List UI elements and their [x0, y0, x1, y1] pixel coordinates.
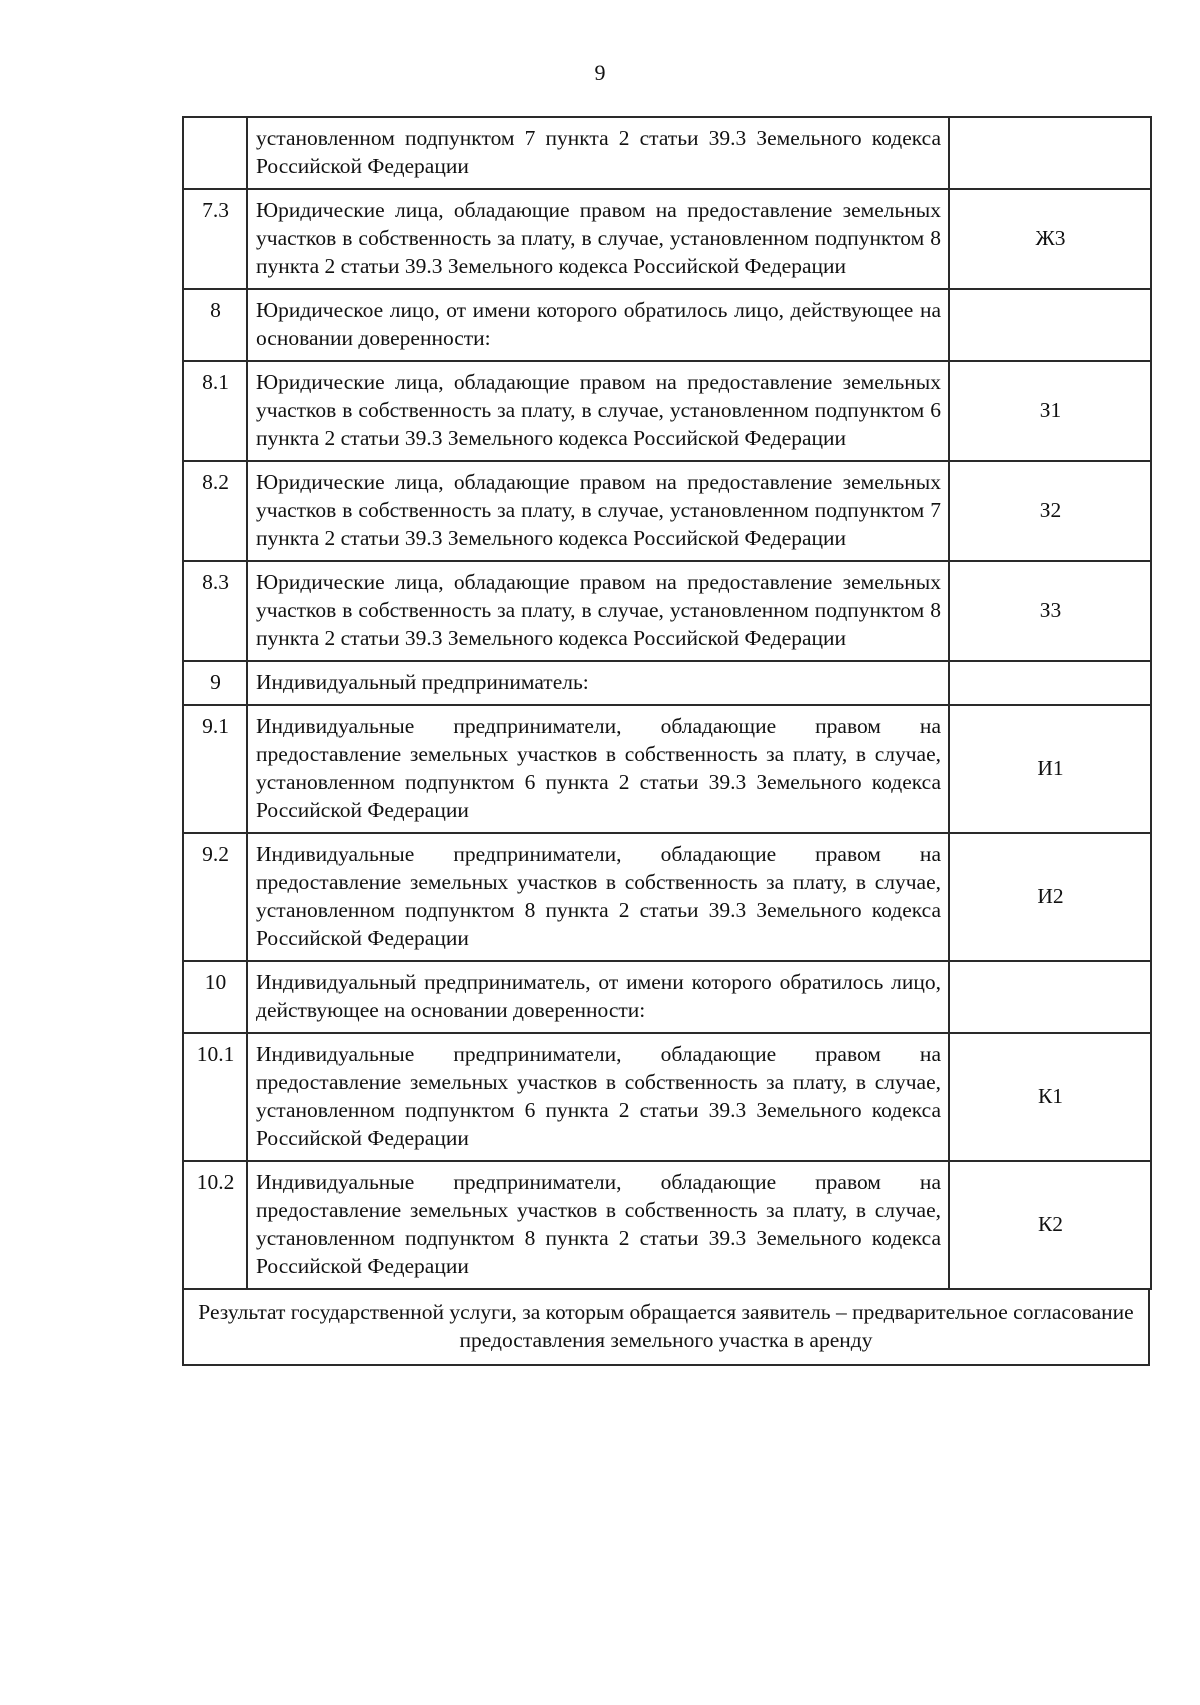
row-number-cell: [183, 117, 247, 189]
row-description-cell: Юридические лица, обладающие правом на предоставление земельных участков в собственность за плату, в случае, установленном подпунктом 6 пункта 2 статьи 39.3 Земельного кодекса Российской Федерации: [247, 361, 949, 461]
row-number-cell: 10.1: [183, 1033, 247, 1161]
row-description-cell: Индивидуальные предприниматели, обладающие правом на предоставление земельных участков в собственность за плату, в случае, установленном подпунктом 6 пункта 2 статьи 39.3 Земельного кодекса Российской Федерации: [247, 705, 949, 833]
row-description-cell: Индивидуальные предприниматели, обладающие правом на предоставление земельных участков в собственность за плату, в случае, установленном подпунктом 8 пункта 2 статьи 39.3 Земельного кодекса Российской Федерации: [247, 833, 949, 961]
row-description-cell: установленном подпунктом 7 пункта 2 статьи 39.3 Земельного кодекса Российской Федерации: [247, 117, 949, 189]
row-code-cell: И1: [949, 705, 1151, 833]
row-code-cell: З3: [949, 561, 1151, 661]
row-code-cell: К2: [949, 1161, 1151, 1289]
row-description-cell: Юридические лица, обладающие правом на предоставление земельных участков в собственность за плату, в случае, установленном подпунктом 8 пункта 2 статьи 39.3 Земельного кодекса Российской Федерации: [247, 561, 949, 661]
row-number-cell: 8.3: [183, 561, 247, 661]
row-number-cell: 7.3: [183, 189, 247, 289]
row-code-cell: [949, 289, 1151, 361]
row-number-cell: 9.2: [183, 833, 247, 961]
document-table: [182, 116, 1150, 1366]
row-number-cell: 8.1: [183, 361, 247, 461]
row-code-cell: Ж3: [949, 189, 1151, 289]
row-description-cell: Юридические лица, обладающие правом на предоставление земельных участков в собственность за плату, в случае, установленном подпунктом 7 пункта 2 статьи 39.3 Земельного кодекса Российской Федерации: [247, 461, 949, 561]
result-cell: Результат государственной услуги, за которым обращается заявитель – предварительное согласование предоставления земельного участка в аренду: [183, 1290, 1149, 1365]
page-number: 9: [594, 60, 606, 85]
row-number-cell: 8: [183, 289, 247, 361]
row-code-cell: [949, 117, 1151, 189]
table-row: [183, 361, 1151, 461]
row-number-cell: 10.2: [183, 1161, 247, 1289]
row-code-cell: И2: [949, 833, 1151, 961]
row-number-cell: 10: [183, 961, 247, 1033]
row-number-cell: 9: [183, 661, 247, 705]
row-number-cell: 8.2: [183, 461, 247, 561]
table-row: [183, 1161, 1151, 1289]
row-description-cell: Юридические лица, обладающие правом на предоставление земельных участков в собственность за плату, в случае, установленном подпунктом 8 пункта 2 статьи 39.3 Земельного кодекса Российской Федерации: [247, 189, 949, 289]
row-description-cell: Юридическое лицо, от имени которого обратилось лицо, действующее на основании доверенности:: [247, 289, 949, 361]
table-row: [183, 561, 1151, 661]
table-row: [183, 661, 1151, 705]
row-code-cell: З1: [949, 361, 1151, 461]
row-description-cell: Индивидуальный предприниматель:: [247, 661, 949, 705]
row-number-cell: 9.1: [183, 705, 247, 833]
applicant-categories-table: [182, 116, 1152, 1290]
row-code-cell: [949, 661, 1151, 705]
table-row: [183, 1033, 1151, 1161]
row-code-cell: З2: [949, 461, 1151, 561]
row-code-cell: К1: [949, 1033, 1151, 1161]
table-row: [183, 117, 1151, 189]
table-row: [183, 289, 1151, 361]
table-row: [183, 189, 1151, 289]
row-description-cell: Индивидуальные предприниматели, обладающие правом на предоставление земельных участков в собственность за плату, в случае, установленном подпунктом 8 пункта 2 статьи 39.3 Земельного кодекса Российской Федерации: [247, 1161, 949, 1289]
result-row: [183, 1290, 1149, 1365]
row-description-cell: Индивидуальные предприниматели, обладающие правом на предоставление земельных участков в собственность за плату, в случае, установленном подпунктом 6 пункта 2 статьи 39.3 Земельного кодекса Российской Федерации: [247, 1033, 949, 1161]
result-table: [182, 1290, 1150, 1366]
row-code-cell: [949, 961, 1151, 1033]
table-row: [183, 961, 1151, 1033]
row-description-cell: Индивидуальный предприниматель, от имени которого обратилось лицо, действующее на основании доверенности:: [247, 961, 949, 1033]
table-row: [183, 461, 1151, 561]
table-body: [183, 117, 1151, 1289]
table-row: [183, 833, 1151, 961]
table-row: [183, 705, 1151, 833]
